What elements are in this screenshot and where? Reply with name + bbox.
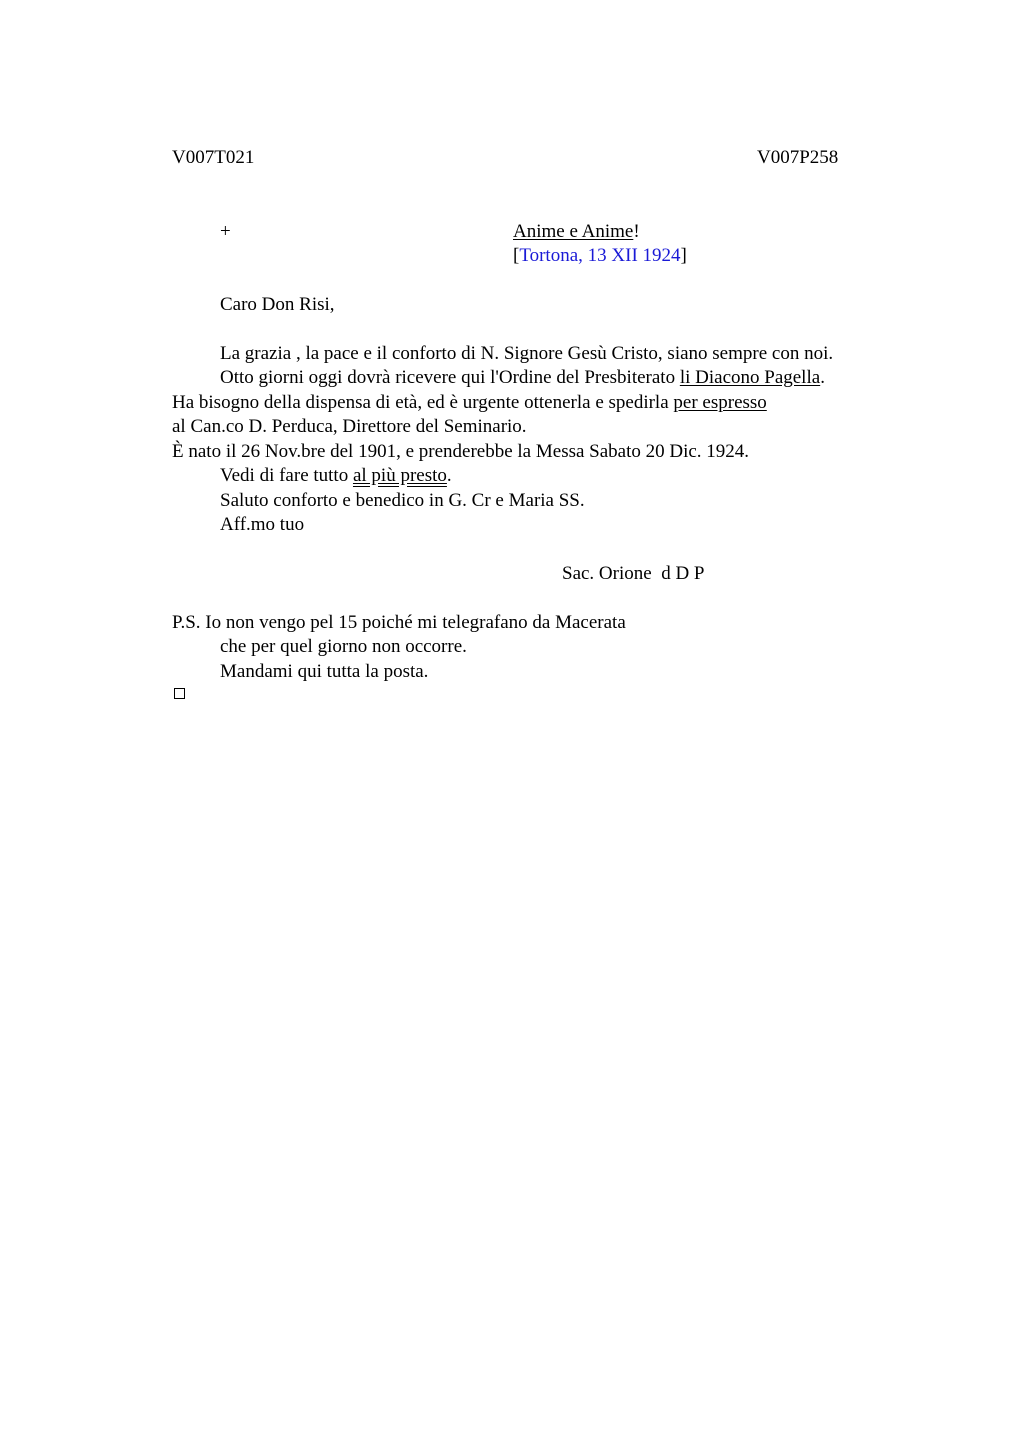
body-line-2-text: Otto giorni oggi dovrà ricevere qui l'Ordine del Presbiterato	[220, 367, 680, 388]
body-line-3-underlined: per espresso	[673, 392, 767, 413]
body-line-5: È nato il 26 Nov.bre del 1901, e prenderebbe la Messa Sabato 20 Dic. 1924.	[172, 441, 750, 462]
letter-date	[513, 244, 687, 268]
body-line-2	[220, 366, 825, 390]
letter-title-suffix: !	[633, 221, 640, 242]
end-of-document-box-icon	[174, 688, 185, 699]
letter-title	[513, 220, 640, 244]
date-close-bracket: ]	[680, 245, 687, 266]
body-line-2-underlined: li Diacono Pagella	[679, 367, 821, 388]
body-line-7: Saluto conforto e benedico in G. Cr e Maria SS.	[220, 490, 585, 511]
letter-title-text: Anime e Anime	[513, 221, 634, 242]
closing: Aff.mo tuo	[220, 514, 305, 535]
body-line-3	[172, 391, 767, 415]
date-text: Tortona, 13 XII 1924	[519, 245, 681, 266]
cross-mark: +	[220, 221, 231, 242]
body-line-3-text: Ha bisogno della dispensa di età, ed è urgente ottenerla e spedirla	[172, 392, 674, 413]
body-line-2-end: .	[820, 367, 825, 388]
body-line-6-text: Vedi di fare tutto	[220, 465, 353, 486]
body-line-6-end: .	[446, 465, 452, 486]
postscript-line-3: Mandami qui tutta la posta.	[220, 661, 429, 682]
document-id-left: V007T021	[172, 147, 255, 168]
signature: Sac. Orione d D P	[562, 563, 705, 584]
body-line-6-double-underlined: al più presto	[352, 465, 447, 486]
postscript-line-1: P.S. Io non vengo pel 15 poiché mi telegrafano da Macerata	[172, 612, 626, 633]
body-line-1: La grazia , la pace e il conforto di N. Signore Gesù Cristo, siano sempre con noi.	[220, 343, 834, 364]
body-line-4: al Can.co D. Perduca, Direttore del Seminario.	[172, 416, 527, 437]
document-id-right: V007P258	[757, 147, 839, 168]
body-line-6	[220, 464, 452, 488]
postscript-line-2: che per quel giorno non occorre.	[220, 636, 467, 657]
salutation: Caro Don Risi,	[220, 294, 335, 315]
date-open-bracket: [	[513, 245, 520, 266]
